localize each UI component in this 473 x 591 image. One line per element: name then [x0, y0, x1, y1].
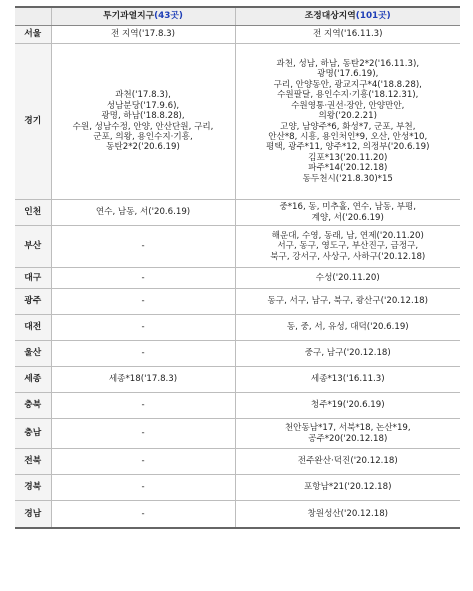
header-adjustment-label: 조정대상지역: [304, 11, 356, 22]
table-row: [15, 315, 460, 341]
adjustment-cell: [235, 475, 460, 501]
speculative-line: 연수, 남동, 서('20.6.19): [95, 207, 191, 218]
regulated-areas-table: [15, 6, 460, 529]
speculative-cell: [51, 501, 235, 528]
adjustment-line: 수원영통·권선·장안, 안양만안,: [291, 100, 405, 111]
speculative-line: -: [141, 272, 145, 283]
adjustment-line: 공주*20('20.12.18): [308, 433, 388, 444]
table-row: [15, 449, 460, 475]
adjustment-line: 창원성산('20.12.18): [307, 508, 389, 519]
adjustment-line: 전 지역('16.11.3): [312, 29, 383, 40]
adjustment-cell: [235, 367, 460, 393]
adjustment-line: 광명('17.6.19),: [317, 69, 379, 80]
speculative-cell: [51, 315, 235, 341]
adjustment-line: 중구, 남구('20.12.18): [304, 348, 391, 359]
adjustment-line: 동두천시('21.8.30)*15: [302, 173, 393, 184]
speculative-line: 광명, 하남('18.8.28),: [101, 111, 185, 122]
region-cell: 울산: [15, 341, 51, 367]
adjustment-line: 전주완산·덕진('20.12.18): [297, 456, 398, 467]
adjustment-line: 과천, 성남, 하남, 동탄2*2('16.11.3),: [276, 59, 420, 70]
speculative-line: -: [141, 456, 145, 467]
adjustment-line: 동구, 서구, 남구, 북구, 광산구('20.12.18): [267, 296, 428, 307]
adjustment-cell: [235, 341, 460, 367]
table-row: [15, 268, 460, 289]
region-cell: 경북: [15, 475, 51, 501]
region-cell: 충북: [15, 393, 51, 419]
adjustment-cell: [235, 315, 460, 341]
adjustment-cell: [235, 289, 460, 315]
adjustment-line: 동, 중, 서, 유성, 대덕('20.6.19): [286, 322, 409, 333]
region-cell: 전북: [15, 449, 51, 475]
table-row: [15, 26, 460, 44]
speculative-line: 과천('17.8.3),: [115, 90, 171, 101]
adjustment-line: 의왕('20.2.21): [318, 111, 377, 122]
speculative-cell: [51, 268, 235, 289]
speculative-line: -: [141, 241, 145, 252]
speculative-line: 군포, 의왕, 용인수지·기흥,: [93, 131, 193, 142]
speculative-cell: [51, 449, 235, 475]
speculative-cell: [51, 475, 235, 501]
adjustment-line: 고양, 남양주*6, 화성*7, 군포, 부천,: [280, 121, 416, 132]
speculative-line: 세종*18('17.8.3): [108, 374, 178, 385]
region-cell: 충남: [15, 419, 51, 449]
adjustment-line: 세종*13('16.11.3): [310, 374, 385, 385]
speculative-cell: [51, 393, 235, 419]
speculative-cell: [51, 200, 235, 226]
speculative-line: -: [141, 322, 145, 333]
region-cell: 인천: [15, 200, 51, 226]
table-row: [15, 419, 460, 449]
adjustment-line: 구리, 안양동안, 광교지구*4('18.8.28),: [273, 79, 422, 90]
adjustment-line: 해운대, 수영, 동래, 남, 연제('20.11.20): [271, 230, 424, 241]
adjustment-cell: [235, 226, 460, 268]
speculative-cell: [51, 341, 235, 367]
speculative-line: -: [141, 508, 145, 519]
table-header-row: [15, 7, 460, 26]
speculative-cell: [51, 226, 235, 268]
region-cell: 서울: [15, 26, 51, 44]
speculative-cell: [51, 367, 235, 393]
header-adjustment-count: (101곳): [355, 11, 391, 22]
adjustment-line: 청주*19('20.6.19): [310, 400, 385, 411]
speculative-line: 수원, 성남수정, 안양, 안산단원, 구리,: [72, 121, 214, 132]
speculative-line: -: [141, 482, 145, 493]
adjustment-line: 안산*8, 시흥, 용인처인*9, 오산, 안성*10,: [268, 131, 428, 142]
speculative-line: 성남분당('17.9.6),: [106, 100, 180, 111]
adjustment-line: 수원팔달, 용인수지·기흥('18.12.31),: [277, 90, 419, 101]
adjustment-line: 북구, 강서구, 사상구, 사하구('20.12.18): [270, 251, 426, 262]
header-speculative-count: (43곳): [154, 11, 183, 22]
table-row: [15, 226, 460, 268]
adjustment-line: 서구, 동구, 영도구, 부산진구, 금정구,: [277, 241, 419, 252]
speculative-cell: [51, 419, 235, 449]
table-row: [15, 341, 460, 367]
region-cell: 경기: [15, 44, 51, 200]
header-speculative: [51, 7, 235, 26]
region-cell: 대구: [15, 268, 51, 289]
adjustment-cell: [235, 393, 460, 419]
adjustment-cell: [235, 200, 460, 226]
speculative-cell: [51, 44, 235, 200]
adjustment-line: 천안동남*17, 서북*18, 논산*19,: [284, 423, 411, 434]
region-cell: 광주: [15, 289, 51, 315]
region-cell: 세종: [15, 367, 51, 393]
region-cell: 경남: [15, 501, 51, 528]
table-row: [15, 367, 460, 393]
adjustment-line: 계양, 서('20.6.19): [311, 212, 384, 223]
speculative-line: -: [141, 348, 145, 359]
adjustment-line: 평택, 광주*11, 양주*12, 의정부('20.6.19): [266, 142, 430, 153]
table-row: [15, 289, 460, 315]
speculative-line: 동탄2*2('20.6.19): [106, 142, 180, 153]
speculative-line: -: [141, 400, 145, 411]
speculative-line: 전 지역('17.8.3): [110, 29, 176, 40]
speculative-line: -: [141, 296, 145, 307]
table-row: [15, 501, 460, 528]
header-speculative-label: 투기과열지구: [103, 11, 155, 22]
speculative-cell: [51, 26, 235, 44]
table-row: [15, 200, 460, 226]
adjustment-cell: [235, 419, 460, 449]
table-row: [15, 44, 460, 200]
adjustment-line: 중*16, 동, 미추홀, 연수, 남동, 부평,: [279, 202, 417, 213]
speculative-cell: [51, 289, 235, 315]
table-body: [15, 26, 460, 528]
adjustment-cell: [235, 268, 460, 289]
table-row: [15, 475, 460, 501]
adjustment-cell: [235, 44, 460, 200]
adjustment-line: 김포*13('20.11.20): [308, 152, 388, 163]
speculative-line: -: [141, 428, 145, 439]
table-row: [15, 393, 460, 419]
header-adjustment: [235, 7, 460, 26]
adjustment-cell: [235, 449, 460, 475]
region-cell: 대전: [15, 315, 51, 341]
adjustment-cell: [235, 26, 460, 44]
header-region: [15, 7, 51, 26]
adjustment-line: 포항남*21('20.12.18): [304, 482, 392, 493]
region-cell: 부산: [15, 226, 51, 268]
adjustment-line: 파주*14('20.12.18): [308, 163, 388, 174]
adjustment-cell: [235, 501, 460, 528]
adjustment-line: 수성('20.11.20): [315, 272, 380, 283]
